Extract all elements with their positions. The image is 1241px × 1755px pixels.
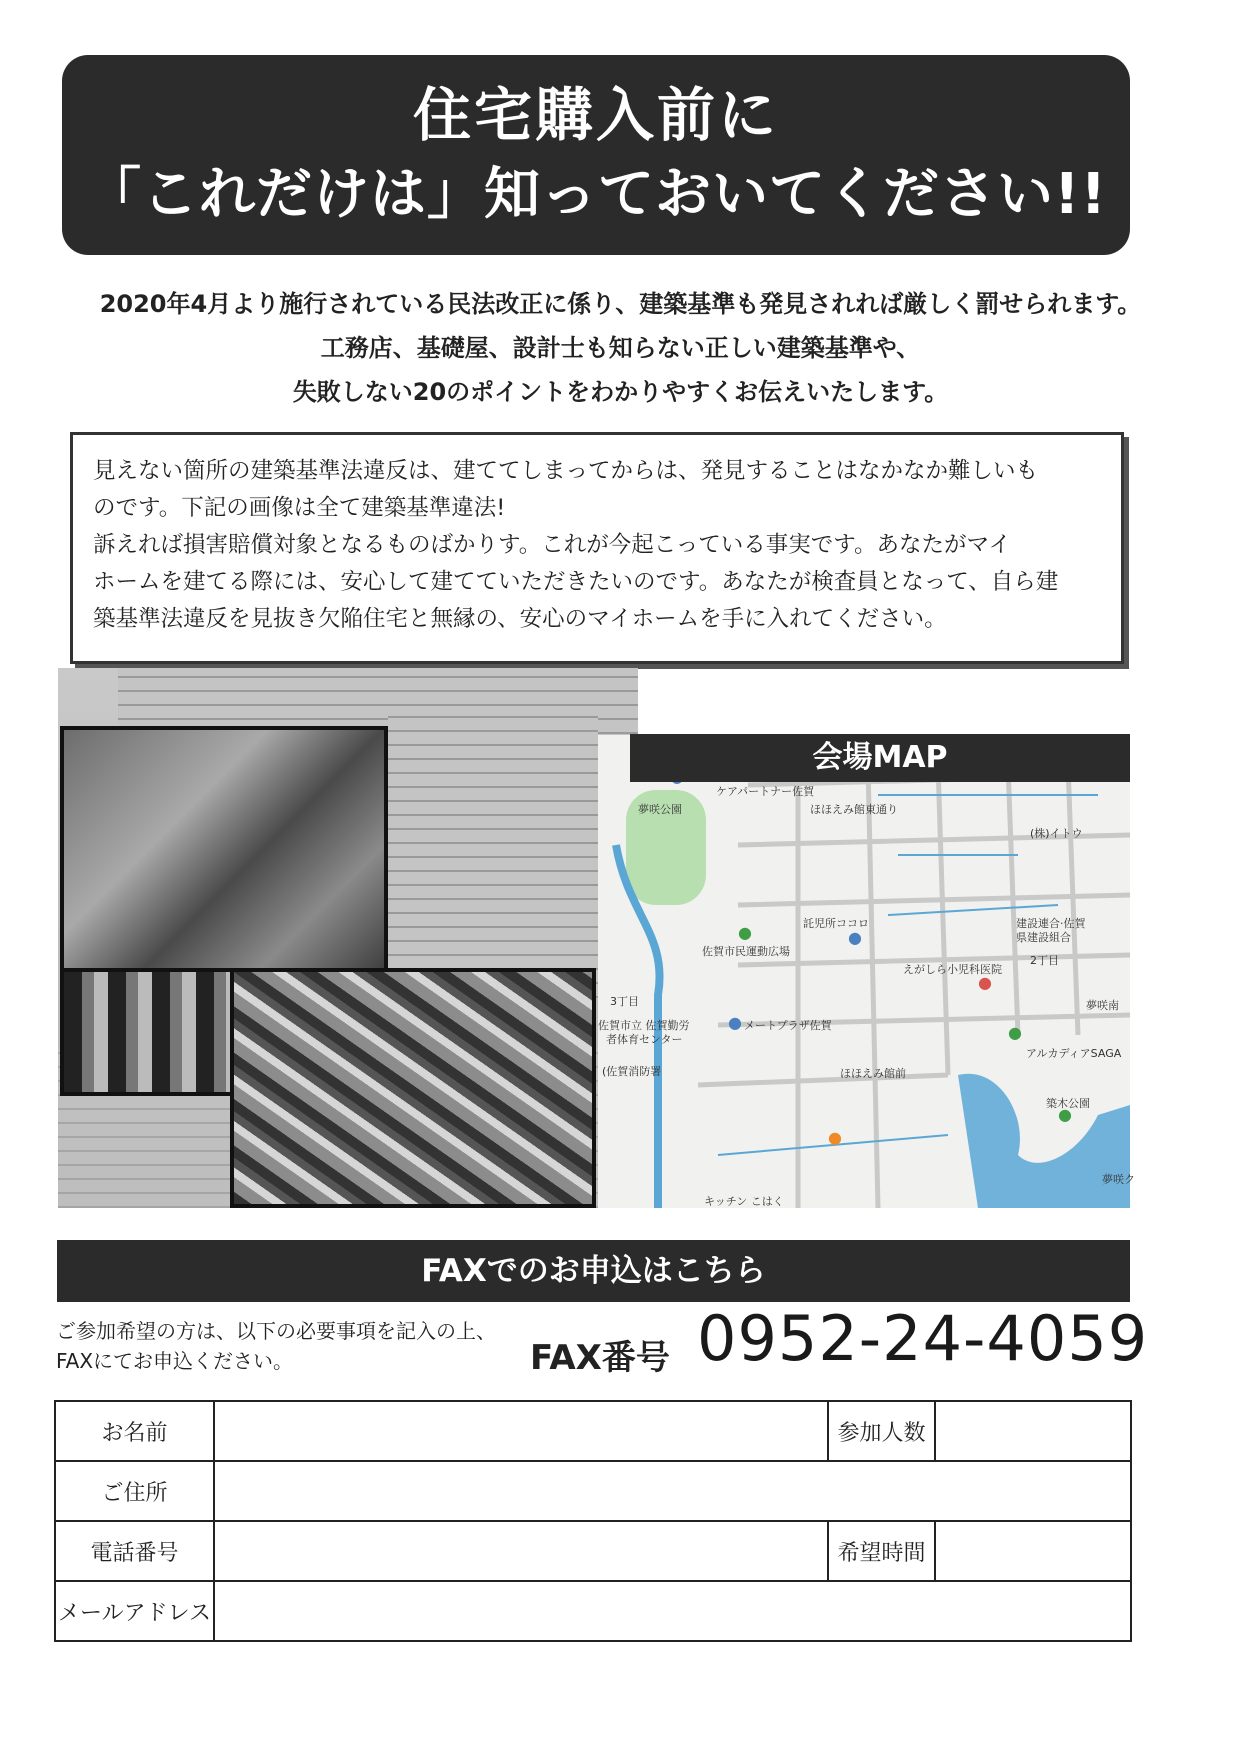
map-label-hohoemi: ほほえみ館前 (840, 1067, 906, 1080)
fax-instruction-line-1: ご参加希望の方は、以下の必要事項を記入の上、 (56, 1319, 496, 1343)
map-label-kensetsu-2: 県建設組合 (1016, 931, 1071, 944)
map-label-yumesaki-short: 夢咲南 (1086, 999, 1119, 1012)
building-wall (388, 708, 598, 998)
form-row-name (55, 1401, 1131, 1461)
notice-line-4: ホームを建てる際には、安心して建てていただきたいのです。あなたが検査員となって、自ら建 (93, 569, 1059, 595)
form-row-phone (55, 1521, 1131, 1581)
map-label-hospital: えがしら小児科医院 (903, 963, 1002, 976)
fax-instruction-line-2: FAXにてお申込ください。 (56, 1349, 294, 1373)
participants-label: 参加人数 (828, 1401, 935, 1461)
map-label-kenmoku-park: 築木公園 (1046, 1097, 1090, 1110)
notice-line-2: のです。下記の画像は全て建築基準違法! (93, 495, 506, 521)
fax-instructions (56, 1316, 496, 1376)
map-label-gym-1: 佐賀市立 佐賀勤労 (598, 1019, 690, 1032)
map-pin-cocoro[interactable]: ● (848, 928, 862, 947)
title-banner (62, 55, 1130, 255)
map-label-kitchen: キッチン こはく (704, 1195, 784, 1208)
email-label: メールアドレス (55, 1581, 214, 1641)
application-form (54, 1400, 1132, 1642)
preferred-time-label: 希望時間 (828, 1521, 935, 1581)
notice-line-5: 築基準法違反を見抜き欠陥住宅と無縁の、安心のマイホームを手に入れてください。 (93, 606, 947, 632)
map-pin-ground[interactable]: ● (738, 923, 752, 942)
preferred-time-field[interactable] (935, 1521, 1131, 1581)
map-label-care-partner: ケアパートナー佐賀 (716, 785, 815, 798)
intro-line-3: 失敗しない20のポイントをわかりやすくお伝えいたします。 (292, 378, 949, 406)
map-label-chome-2: 2丁目 (1030, 954, 1059, 967)
map-label-mate: メートプラザ佐賀 (744, 1019, 832, 1032)
participants-field[interactable] (935, 1401, 1131, 1461)
intro-line-1: 2020年4月より施行されている民法改正に係り、建築基準も発見されれば厳しく罰せられます。 (99, 290, 1142, 318)
map-label-gym-2: 者体育センター (606, 1033, 683, 1046)
map-pin-kitchen[interactable]: ● (828, 1128, 842, 1147)
map-label-cocoro: 託児所ココロ (803, 917, 869, 930)
intro-line-2: 工務店、基礎屋、設計士も知らない正しい建築基準や、 (320, 334, 921, 362)
page-title-line2: 「これだけは」知っておいてください!! (84, 162, 1108, 227)
email-field[interactable] (214, 1581, 1131, 1641)
defect-photo-3 (230, 968, 596, 1208)
photo-collage (58, 668, 598, 1208)
map-heading: 会場MAP (630, 734, 1130, 782)
intro-text (0, 282, 1241, 414)
address-label: ご住所 (55, 1461, 214, 1521)
map-label-kensetsu-1: 建設連合·佐賀 (1016, 917, 1086, 930)
map-pin-hospital[interactable]: ● (978, 973, 992, 992)
venue-map[interactable] (598, 735, 1135, 1208)
map-label-yumesaki-park: 夢咲公園 (638, 803, 682, 816)
pond (958, 1074, 1130, 1208)
fax-heading: FAXでのお申込はこちら (57, 1240, 1130, 1302)
map-label-road: ほほえみ館東通り (810, 803, 898, 816)
map-label-arcadia: アルカディアSAGA (1026, 1047, 1122, 1060)
form-row-address (55, 1461, 1131, 1521)
address-field[interactable] (214, 1461, 1131, 1521)
form-row-email (55, 1581, 1131, 1641)
map-pin-park[interactable]: ● (1058, 1105, 1072, 1124)
notice-box (70, 432, 1124, 664)
map-label-itou: (株)イトウ (1030, 827, 1083, 840)
map-label-yumesaki-edge: 夢咲ク (1102, 1173, 1135, 1186)
map-pin-mate[interactable]: ● (728, 1013, 742, 1032)
notice-line-1: 見えない箇所の建築基準法違反は、建ててしまってからは、発見することはなかなか難しいも (93, 458, 1039, 484)
map-label-kouhoku: (佐賀消防署 (602, 1065, 662, 1078)
fax-number-label: FAX番号 (530, 1338, 670, 1378)
notice-line-3: 訴えれば損害賠償対象となるものばかりす。これが今起こっている事実です。あなたがマイ (93, 532, 1012, 558)
page-title-line1: 住宅購入前に (412, 81, 779, 149)
map-pin-arcadia[interactable]: ● (1008, 1023, 1022, 1042)
name-field[interactable] (214, 1401, 828, 1461)
phone-label: 電話番号 (55, 1521, 214, 1581)
fax-number: 0952-24-4059 (697, 1302, 1149, 1375)
map-label-chome-3: 3丁目 (610, 995, 639, 1008)
defect-photo-1 (60, 726, 388, 994)
name-label: お名前 (55, 1401, 214, 1461)
phone-field[interactable] (214, 1521, 828, 1581)
map-label-ground: 佐賀市民運動広場 (702, 945, 790, 958)
